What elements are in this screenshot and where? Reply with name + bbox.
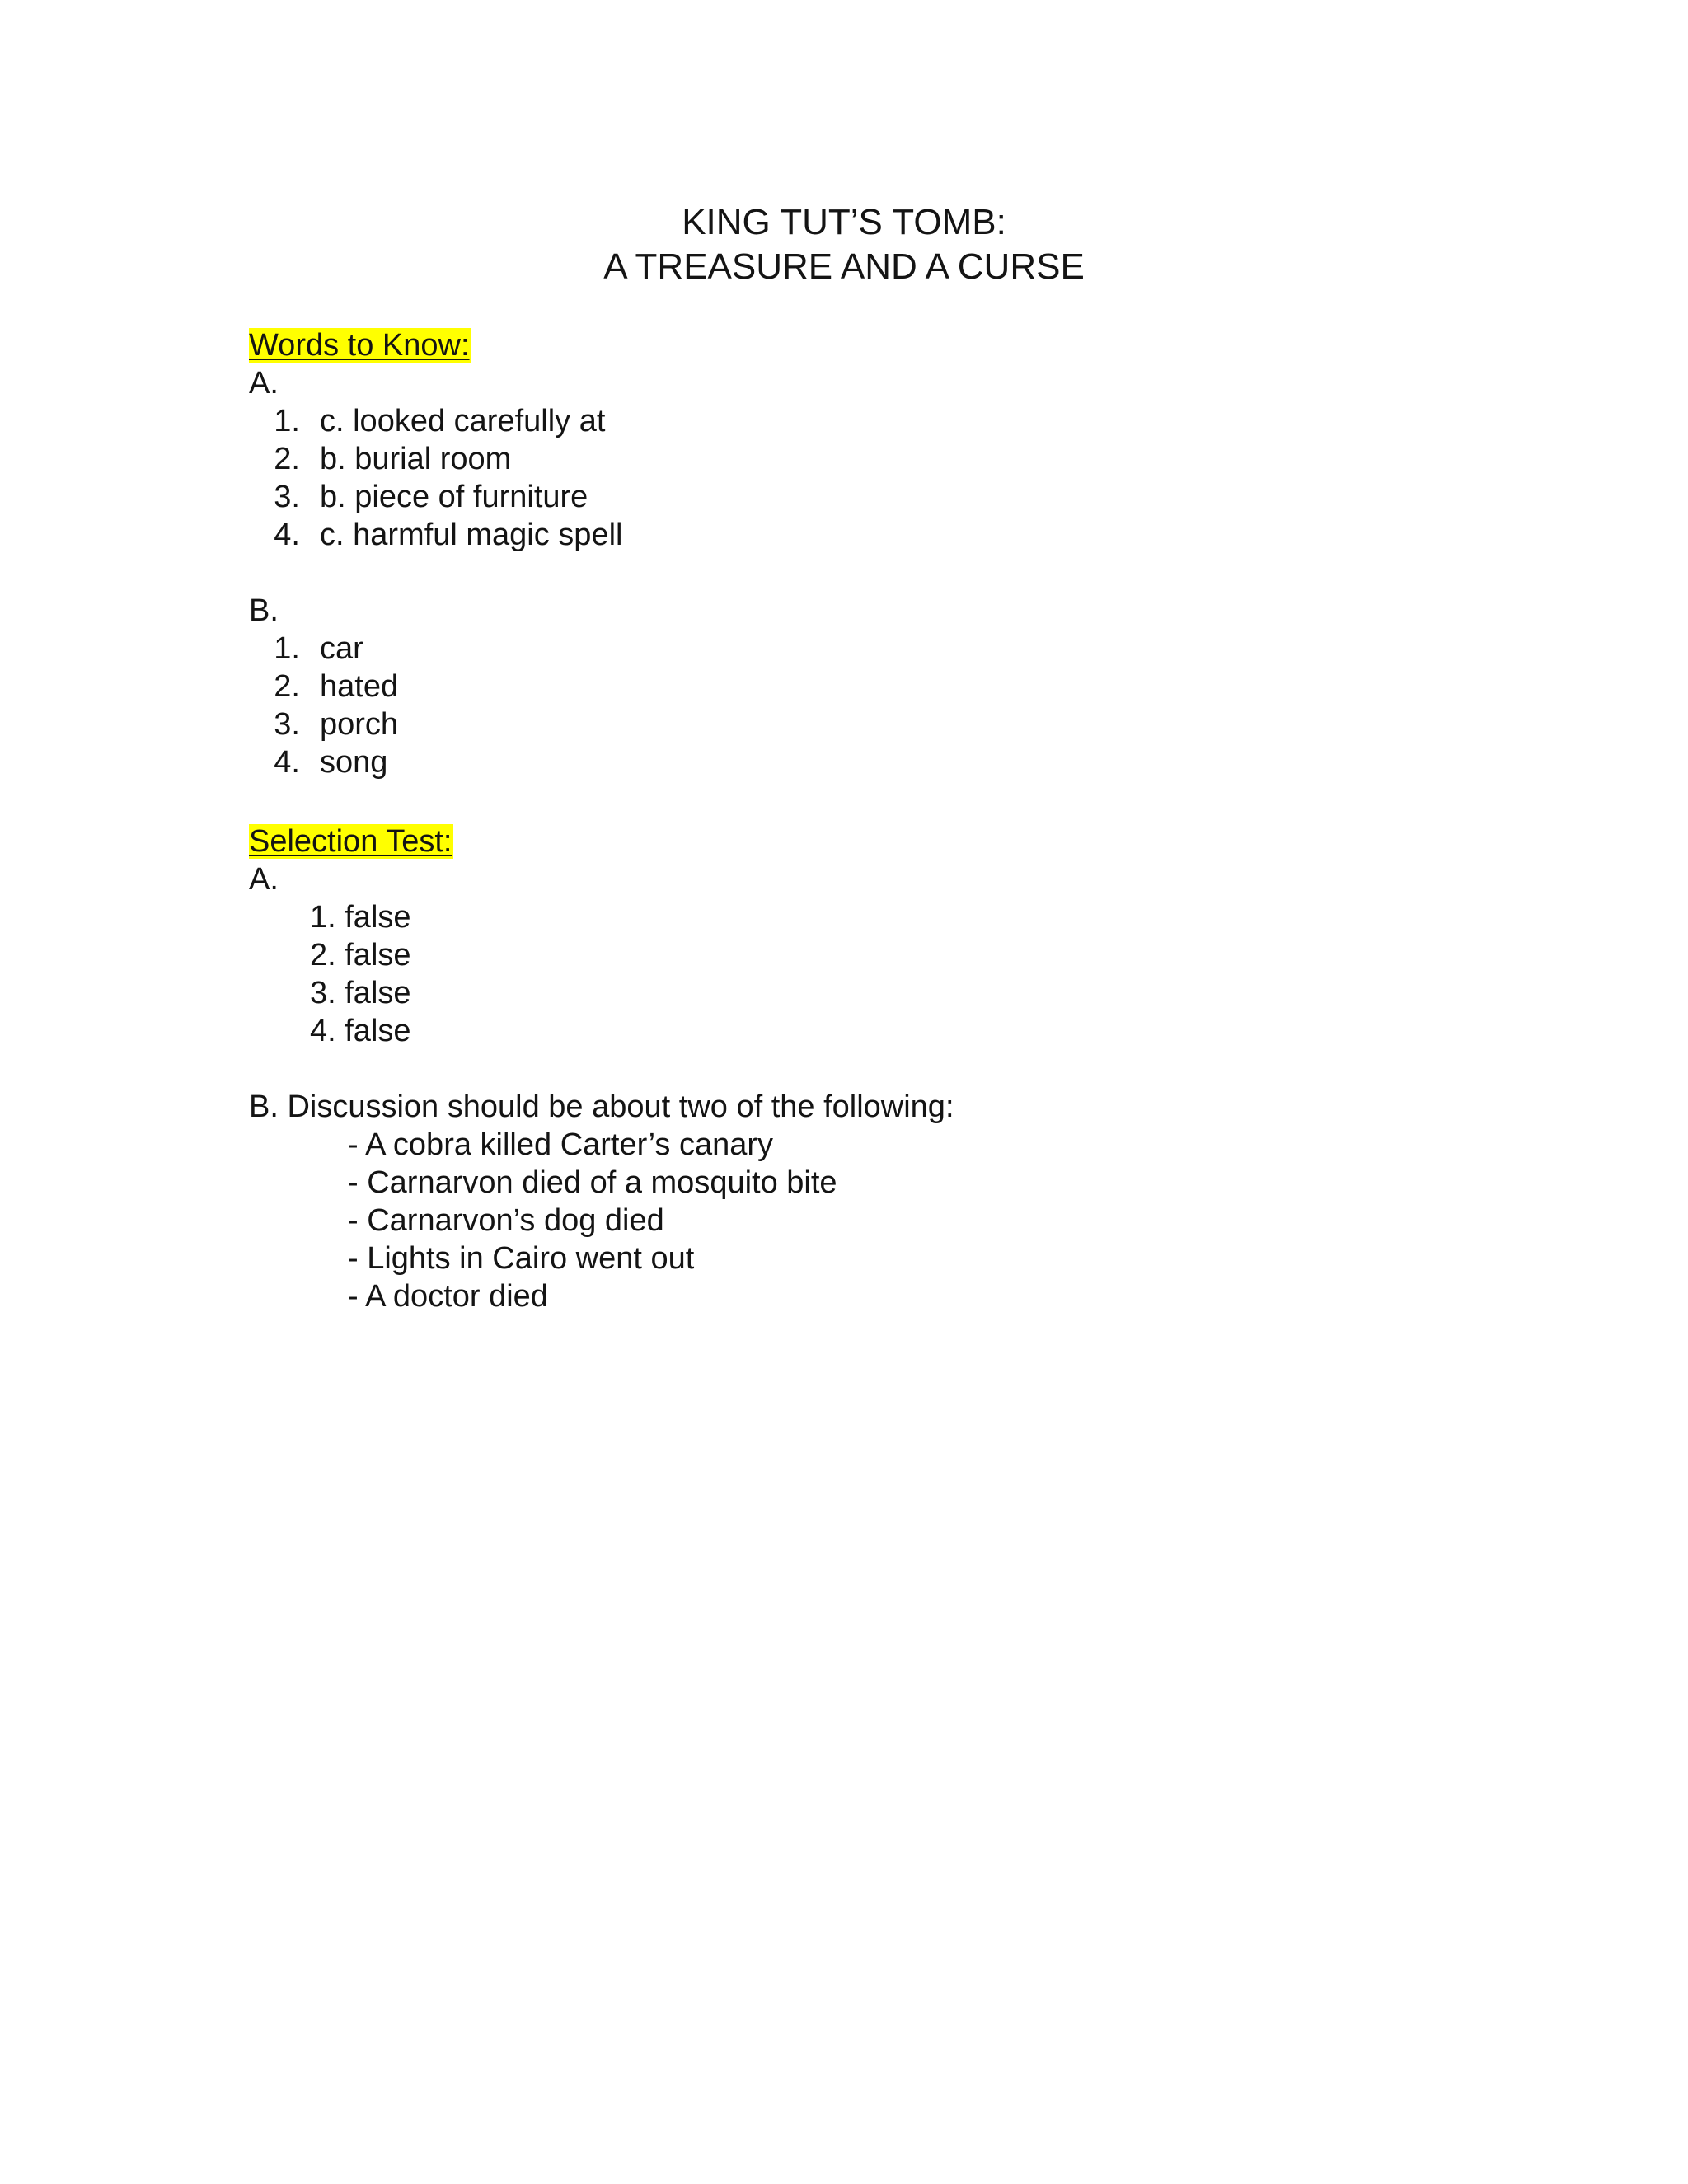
part-a-label: A. [249,862,279,897]
list-number: 4. [274,745,300,780]
list-text: car [320,631,363,666]
part-b-label: B. [249,593,279,628]
list-item [249,478,622,516]
list-item [249,743,622,781]
list-item: - Carnarvon died of a mosquito bite [348,1165,837,1200]
list-item: - A doctor died [348,1279,548,1314]
list-item [249,936,954,974]
list-item [249,668,622,705]
list-item [249,974,954,1012]
part-a-label: A. [249,366,279,401]
list-text: porch [320,707,399,742]
words-to-know-heading: Words to Know: [249,328,470,363]
list-item: - A cobra killed Carter’s canary [348,1127,774,1162]
list-number: 1. [274,631,300,666]
list-number: 3. [274,707,300,742]
list-item [249,440,622,478]
list-number: 4. [274,518,300,552]
title-line-1: KING TUT’S TOMB: [682,202,1006,242]
list-number: 2. [274,442,300,476]
list-text: b. burial room [320,442,512,476]
list-item [249,1012,954,1050]
list-text: song [320,745,388,780]
list-item [249,516,622,554]
list-number: 3. [274,480,300,514]
selection-test-heading: Selection Test: [249,824,452,859]
list-text: c. harmful magic spell [320,518,623,552]
list-text: c. looked carefully at [320,404,606,438]
list-item [249,630,622,668]
list-text: 2. false [310,938,411,972]
discussion-intro: B. Discussion should be about two of the following: [249,1090,954,1124]
list-item: - Carnarvon’s dog died [348,1203,664,1238]
selection-test-section [249,823,954,1315]
list-text: b. piece of furniture [320,480,588,514]
list-item: - Lights in Cairo went out [348,1241,695,1276]
list-item [249,898,954,936]
list-text: 1. false [310,900,411,935]
list-text: 3. false [310,976,411,1010]
list-number: 2. [274,669,300,704]
list-item [249,705,622,743]
title-line-2: A TREASURE AND A CURSE [603,246,1085,287]
list-text: hated [320,669,399,704]
words-to-know-section [249,326,622,781]
list-item [249,402,622,440]
list-number: 1. [274,404,300,438]
list-text: 4. false [310,1014,411,1048]
